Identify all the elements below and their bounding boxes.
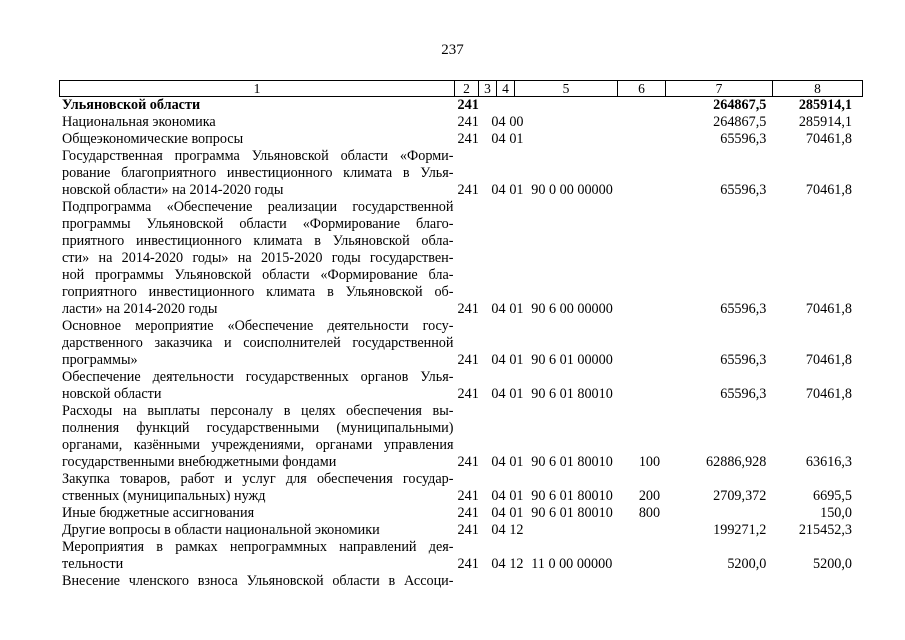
row-amount-col-8: 70461,8 [805, 301, 853, 317]
header-col-4: 4 [497, 81, 515, 97]
column-number-header [59, 80, 863, 97]
row-target-article: 90 6 01 80010 [531, 454, 613, 470]
row-subsection-code: 12 [509, 522, 524, 538]
table-row [62, 573, 852, 590]
row-amount-col-7: 199271,2 [713, 522, 767, 538]
row-description [62, 114, 454, 131]
page-number: 237 [441, 42, 464, 58]
row-ministry-code: 241 [457, 454, 479, 470]
row-ministry-code: 241 [457, 114, 479, 130]
row-amount-col-7: 62886,928 [706, 454, 767, 470]
description-line: Внесение членского взноса Ульяновской области в Ассоци- [62, 573, 454, 589]
row-amount-col-7: 65596,3 [720, 352, 767, 368]
row-ministry-code: 241 [457, 522, 479, 538]
row-ministry-code: 241 [457, 386, 479, 402]
description-line: Ульяновской области [62, 97, 201, 113]
row-description [62, 318, 454, 369]
row-expense-type: 100 [638, 454, 661, 470]
row-ministry-code: 241 [457, 97, 479, 113]
row-section-code: 04 [491, 488, 506, 504]
row-amount-col-7: 65596,3 [720, 131, 767, 147]
description-line: ной программы Ульяновской области «Формирование бла- [62, 267, 454, 283]
row-ministry-code: 241 [457, 505, 479, 521]
description-line: тельности [62, 556, 124, 572]
description-line: программы» [62, 352, 138, 368]
table-row [62, 97, 852, 114]
row-section-code: 04 [491, 352, 506, 368]
table-row [62, 369, 852, 403]
description-line: Другие вопросы в области национальной экономики [62, 522, 380, 538]
row-subsection-code: 00 [509, 114, 524, 130]
row-amount-col-8: 285914,1 [798, 114, 853, 130]
description-line: Закупка товаров, работ и услуг для обеспечения государ- [62, 471, 454, 487]
row-subsection-code: 01 [509, 454, 524, 470]
row-target-article: 90 6 01 80010 [531, 386, 613, 402]
description-line: гоприятного инвестиционного климата в Ульяновской об- [62, 284, 454, 300]
row-description [62, 505, 454, 522]
row-section-code: 04 [491, 505, 506, 521]
row-subsection-code: 01 [509, 131, 524, 147]
description-line: сти» на 2014-2020 годы» на 2015-2020 годы государствен- [62, 250, 454, 266]
row-description [62, 199, 454, 318]
row-description [62, 573, 454, 590]
description-line: приятного инвестиционного климата в Ульяновской обла- [62, 233, 454, 249]
table-row [62, 199, 852, 318]
table-row [62, 148, 852, 199]
row-target-article: 90 6 01 80010 [531, 505, 613, 521]
description-line: Национальная экономика [62, 114, 216, 130]
row-section-code: 04 [491, 522, 506, 538]
header-col-6: 6 [618, 81, 666, 97]
row-expense-type: 200 [638, 488, 661, 504]
description-line: Основное мероприятие «Обеспечение деятельности госу- [62, 318, 454, 334]
table-row [62, 403, 852, 471]
row-subsection-code: 01 [509, 301, 524, 317]
row-subsection-code: 01 [509, 386, 524, 402]
row-amount-col-7: 65596,3 [720, 301, 767, 317]
row-expense-type: 800 [638, 505, 661, 521]
header-col-7: 7 [666, 81, 773, 97]
row-target-article: 90 6 01 80010 [531, 488, 613, 504]
row-amount-col-7: 2709,372 [713, 488, 767, 504]
table-row [62, 318, 852, 369]
description-line: органами, казёнными учреждениями, органами управления [62, 437, 454, 453]
row-section-code: 04 [491, 182, 506, 198]
row-description [62, 403, 454, 471]
row-amount-col-8: 215452,3 [798, 522, 853, 538]
row-description [62, 539, 454, 573]
row-section-code: 04 [491, 454, 506, 470]
row-amount-col-8: 70461,8 [805, 386, 853, 402]
row-subsection-code: 01 [509, 505, 524, 521]
header-col-3: 3 [479, 81, 497, 97]
row-section-code: 04 [491, 556, 506, 572]
row-section-code: 04 [491, 114, 506, 130]
row-subsection-code: 01 [509, 488, 524, 504]
row-amount-col-8: 63616,3 [805, 454, 853, 470]
row-amount-col-8: 285914,1 [798, 97, 853, 113]
row-section-code: 04 [491, 386, 506, 402]
row-ministry-code: 241 [457, 352, 479, 368]
row-ministry-code: 241 [457, 131, 479, 147]
row-description [62, 522, 454, 539]
row-ministry-code: 241 [457, 182, 479, 198]
description-line: Мероприятия в рамках непрограммных направлений дея- [62, 539, 454, 555]
row-section-code: 04 [491, 301, 506, 317]
description-line: Иные бюджетные ассигнования [62, 505, 255, 521]
description-line: государственными внебюджетными фондами [62, 454, 337, 470]
table-row [62, 522, 852, 539]
row-target-article: 90 6 01 00000 [531, 352, 613, 368]
header-row [60, 81, 863, 97]
row-ministry-code: 241 [457, 488, 479, 504]
table-row [62, 471, 852, 505]
row-amount-col-7: 264867,5 [713, 97, 767, 113]
description-line: Обеспечение деятельности государственных органов Улья- [62, 369, 454, 385]
row-amount-col-8: 150,0 [820, 505, 853, 521]
description-line: новской области [62, 386, 162, 402]
description-line: новской области» на 2014-2020 годы [62, 182, 284, 198]
row-amount-col-7: 65596,3 [720, 386, 767, 402]
description-line: программы Ульяновской области «Формирование благо- [62, 216, 454, 232]
row-ministry-code: 241 [457, 301, 479, 317]
description-line: ласти» на 2014-2020 годы [62, 301, 218, 317]
row-description [62, 97, 454, 114]
header-col-1: 1 [60, 81, 455, 97]
row-amount-col-7: 264867,5 [713, 114, 767, 130]
budget-table-body [62, 97, 852, 590]
row-amount-col-8: 70461,8 [805, 182, 853, 198]
row-subsection-code: 01 [509, 352, 524, 368]
description-line: Расходы на выплаты персоналу в целях обеспечения вы- [62, 403, 454, 419]
row-subsection-code: 01 [509, 182, 524, 198]
description-line: Общеэкономические вопросы [62, 131, 244, 147]
description-line: Государственная программа Ульяновской области «Форми- [62, 148, 454, 164]
header-col-8: 8 [773, 81, 863, 97]
row-subsection-code: 12 [509, 556, 524, 572]
header-col-2: 2 [455, 81, 479, 97]
row-target-article: 90 0 00 00000 [531, 182, 613, 198]
row-amount-col-8: 70461,8 [805, 131, 853, 147]
row-description [62, 471, 454, 505]
description-line: полнения функций государственными (муниципальными) [62, 420, 454, 436]
row-amount-col-7: 65596,3 [720, 182, 767, 198]
row-amount-col-8: 6695,5 [813, 488, 853, 504]
header-col-5: 5 [515, 81, 618, 97]
row-description [62, 148, 454, 199]
row-description [62, 131, 454, 148]
description-line: Подпрограмма «Обеспечение реализации государственной [62, 199, 454, 215]
row-description [62, 369, 454, 403]
description-line: ственных (муниципальных) нужд [62, 488, 266, 504]
table-row [62, 505, 852, 522]
row-amount-col-8: 5200,0 [813, 556, 853, 572]
row-target-article: 11 0 00 00000 [531, 556, 613, 572]
table-row [62, 131, 852, 148]
description-line: рование благоприятного инвестиционного климата в Улья- [62, 165, 454, 181]
table-row [62, 114, 852, 131]
row-section-code: 04 [491, 131, 506, 147]
row-target-article: 90 6 00 00000 [531, 301, 613, 317]
row-ministry-code: 241 [457, 556, 479, 572]
table-row [62, 539, 852, 573]
description-line: дарственного заказчика и соисполнителей государственной [62, 335, 454, 351]
row-amount-col-7: 5200,0 [727, 556, 767, 572]
row-amount-col-8: 70461,8 [805, 352, 853, 368]
